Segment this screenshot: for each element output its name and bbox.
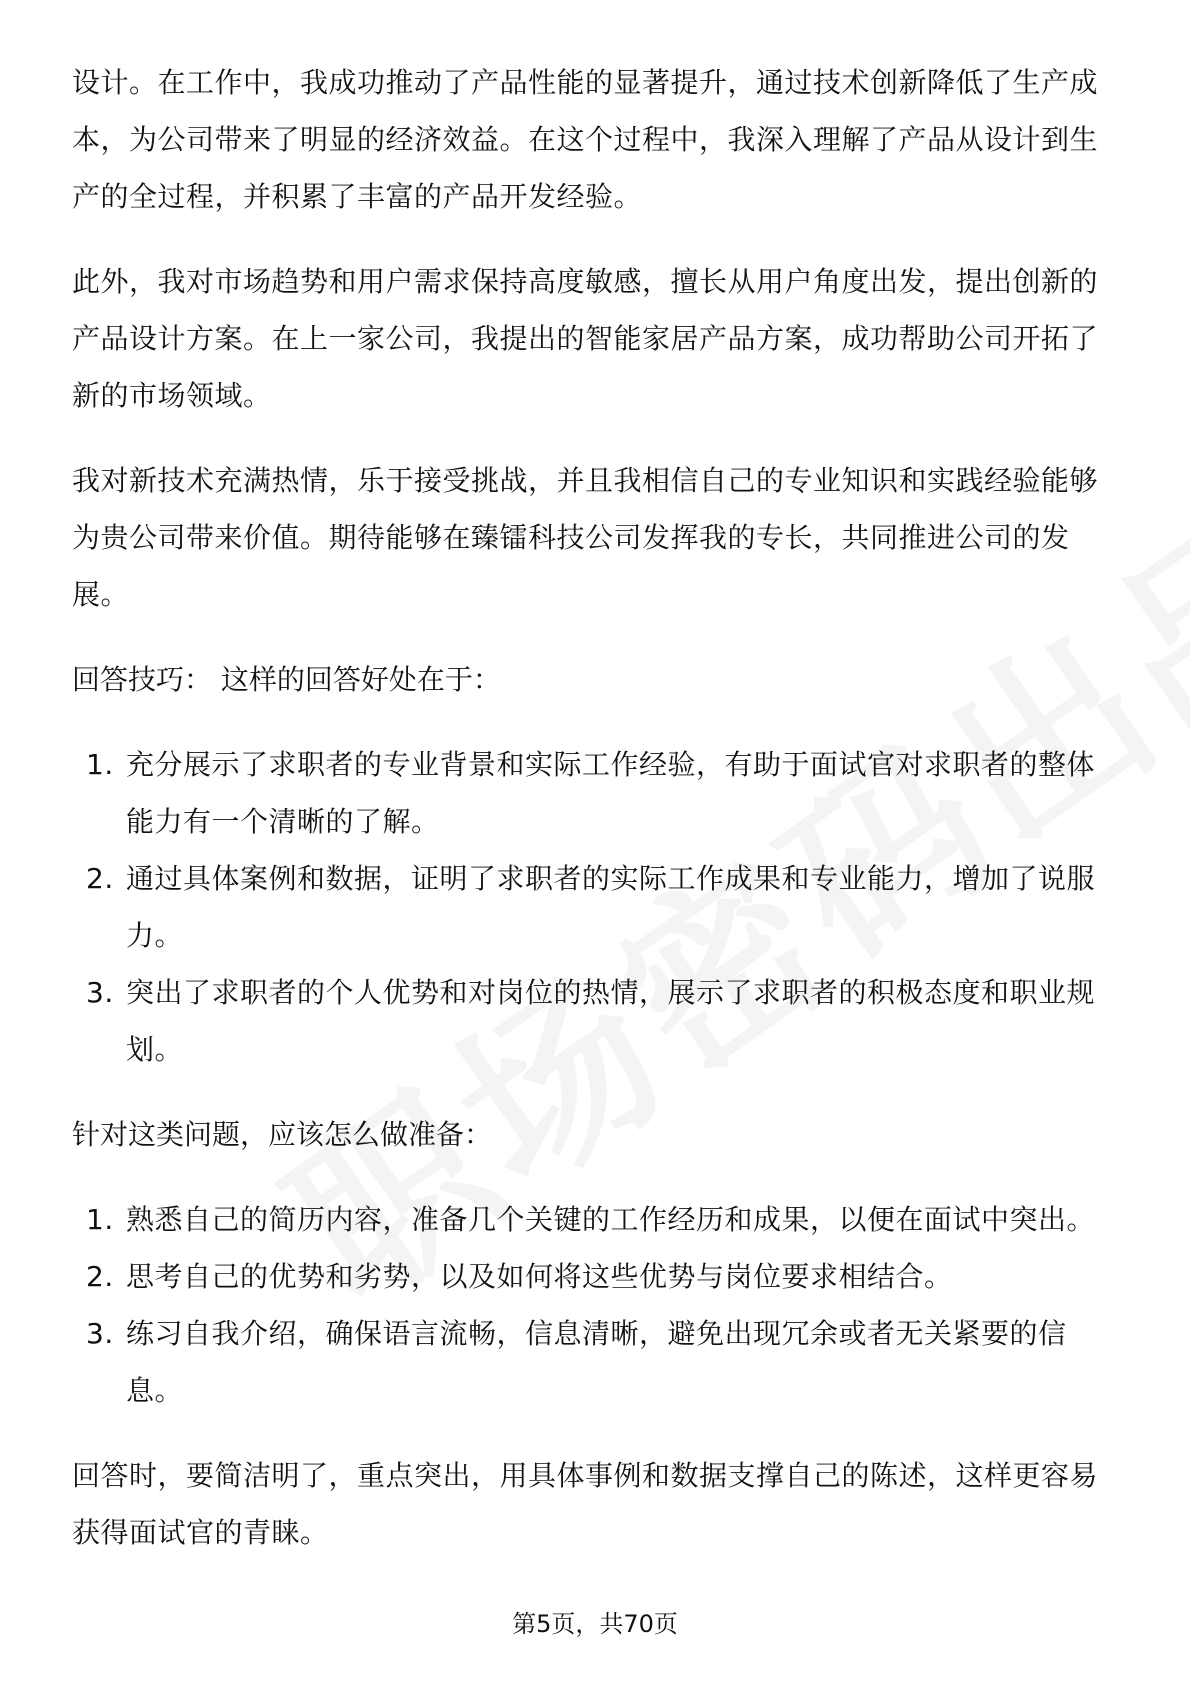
list-item-text: 通过具体案例和数据，证明了求职者的实际工作成果和专业能力，增加了说服力。 [126, 862, 1096, 952]
paragraph-closing-statement: 我对新技术充满热情，乐于接受挑战，并且我相信自己的专业知识和实践经验能够为贵公司带来价值。期待能够在臻镭科技公司发挥我的专长，共同推进公司的发展。 [72, 464, 1099, 611]
prep-heading: 针对这类问题，应该怎么做准备： [72, 1118, 493, 1151]
list-item-text: 熟悉自己的简历内容，准备几个关键的工作经历和成果，以便在面试中突出。 [126, 1203, 1096, 1236]
paragraph-market-insight: 此外，我对市场趋势和用户需求保持高度敏感，擅长从用户角度出发，提出创新的产品设计方案。在上一家公司，我提出的智能家居产品方案，成功帮助公司开拓了新的市场领域。 [72, 265, 1099, 412]
list-item [72, 850, 1122, 964]
list-number: 2. [86, 862, 114, 895]
list-item [72, 964, 1122, 1078]
prep-list [72, 1191, 1122, 1419]
list-item-text: 思考自己的优势和劣势，以及如何将这些优势与岗位要求相结合。 [126, 1260, 953, 1293]
list-item [72, 1248, 1122, 1305]
list-number: 3. [86, 976, 114, 1009]
list-number: 2. [86, 1260, 114, 1293]
tips-list [72, 736, 1122, 1078]
list-item-text: 练习自我介绍，确保语言流畅，信息清晰，避免出现冗余或者无关紧要的信息。 [126, 1317, 1067, 1407]
list-number: 1. [86, 1203, 114, 1236]
paragraph-answer-advice: 回答时，要简洁明了，重点突出，用具体事例和数据支撑自己的陈述，这样更容易获得面试官的青睐。 [72, 1459, 1099, 1549]
page-number-footer: 第5页，共70页 [512, 1610, 678, 1638]
list-item [72, 1305, 1122, 1419]
list-item-text: 充分展示了求职者的专业背景和实际工作经验，有助于面试官对求职者的整体能力有一个清晰的了解。 [126, 748, 1096, 838]
list-number: 3. [86, 1317, 114, 1350]
list-number: 1. [86, 748, 114, 781]
list-item-text: 突出了求职者的个人优势和对岗位的热情，展示了求职者的积极态度和职业规划。 [126, 976, 1096, 1066]
list-item [72, 1191, 1122, 1248]
document-body [72, 54, 1122, 1589]
tips-heading: 回答技巧： 这样的回答好处在于： [72, 663, 501, 696]
list-item [72, 736, 1122, 850]
paragraph-work-experience: 设计。在工作中，我成功推动了产品性能的显著提升，通过技术创新降低了生产成本，为公司带来了明显的经济效益。在这个过程中，我深入理解了产品从设计到生产的全过程，并积累了丰富的产品开发经验。 [72, 66, 1099, 213]
